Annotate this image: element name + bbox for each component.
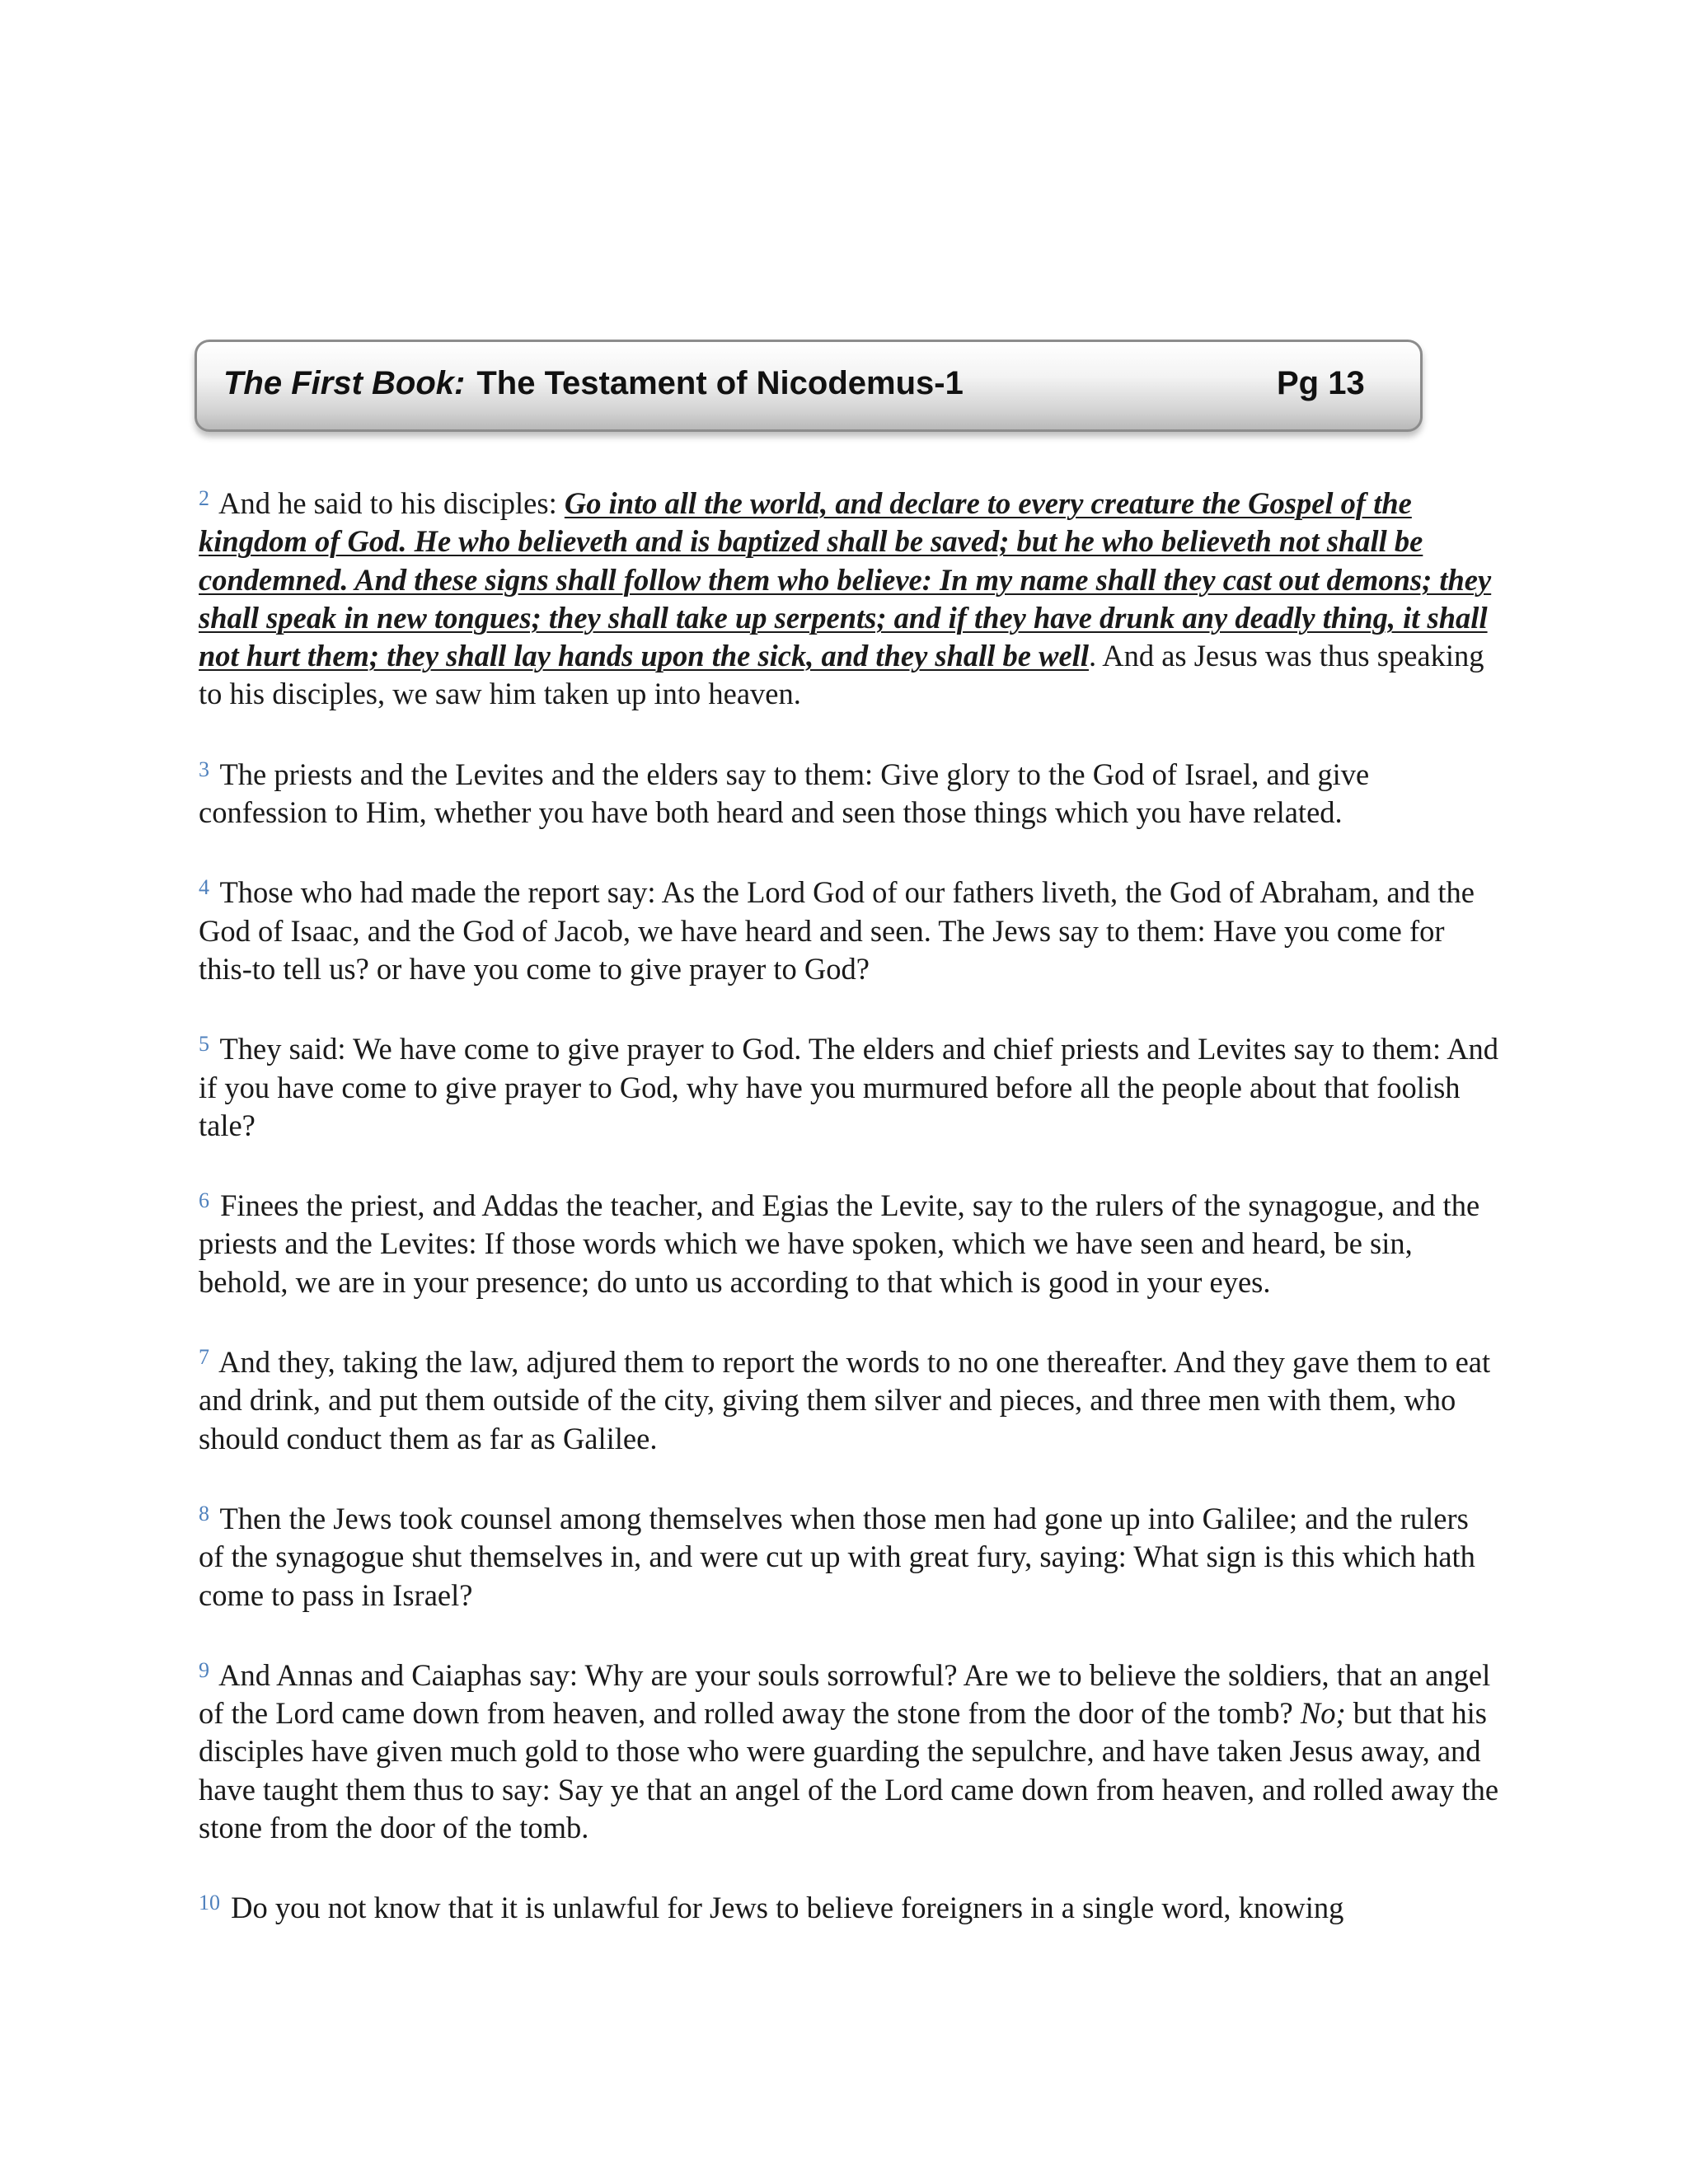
verse-number: 8 <box>199 1501 209 1526</box>
verse-4 <box>199 874 1501 988</box>
header-title <box>223 365 964 402</box>
verse-text-tail: but that his disciples have given much gold to those who were guarding the sepulchre, and have taken Jesus away, and have taught them thus to say: Say ye that an angel of the Lord came down from heaven, and rolled away the stone from the door of the tomb. <box>199 1696 1499 1845</box>
verse-text: And Annas and Caiaphas say: Why are your souls sorrowful? Are we to believe the soldiers, that an angel of the Lord came down from heaven, and rolled away the stone from the door of the tomb? <box>199 1657 1491 1731</box>
book-label: The First Book: <box>223 365 466 401</box>
verse-2 <box>199 485 1501 714</box>
verse-number: 9 <box>199 1657 209 1682</box>
verse-text: Finees the priest, and Addas the teacher, and Egias the Levite, say to the rulers of the synagogue, and the priests and the Levites: If those words which we have spoken, which we have seen and heard, be sin, behold, we are in your presence; do unto us according to that which is good in your eyes. <box>199 1188 1480 1299</box>
verse-10 <box>199 1889 1501 1927</box>
verse-number: 4 <box>199 875 209 900</box>
verse-text-tail: . And as Jesus was thus speaking to his disciples, we saw him taken up into heaven. <box>199 639 1484 711</box>
verse-number: 6 <box>199 1188 209 1213</box>
verse-number: 10 <box>199 1891 220 1915</box>
verse-text: They said: We have come to give prayer to God. The elders and chief priests and Levites say to them: And if you have come to give prayer to God, why have you murmured before all the people about that foolish tale? <box>199 1032 1499 1142</box>
page-header <box>195 340 1423 432</box>
verse-7 <box>199 1343 1501 1458</box>
verse-text: And he said to his disciples: <box>218 486 565 520</box>
verse-emphasis: Go into all the world, and declare to every creature the Gospel of the kingdom of God. He who believeth and is baptized shall be saved; but he who believeth not shall be condemned. And these signs shall follow them who believe: In my name shall they cast out demons; they shall speak in new tongues; they shall take up serpents; and if they have drunk any deadly thing, it shall not hurt them; they shall lay hands upon the sick, and they shall be well <box>199 486 1492 673</box>
verse-5 <box>199 1030 1501 1145</box>
testament-title: The Testament of Nicodemus-1 <box>476 365 964 401</box>
verse-text: And they, taking the law, adjured them to report the words to no one thereafter. And they gave them to eat and drink, and put them outside of the city, giving them silver and pieces, and three men with them, who should conduct them as far as Galilee. <box>199 1345 1491 1455</box>
verse-text: Those who had made the report say: As the Lord God of our fathers liveth, the God of Abraham, and the God of Isaac, and the God of Jacob, we have heard and seen. The Jews say to them: Have you come for this-to tell us? or have you come to give prayer to God? <box>199 875 1475 986</box>
verse-9 <box>199 1657 1501 1847</box>
verse-body <box>199 485 1501 1970</box>
verse-number: 5 <box>199 1032 209 1057</box>
verse-number: 3 <box>199 757 209 781</box>
page-number: Pg 13 <box>1277 365 1365 401</box>
verse-text: Do you not know that it is unlawful for Jews to believe foreigners in a single word, knowing <box>231 1891 1344 1925</box>
verse-text: The priests and the Levites and the elders say to them: Give glory to the God of Israel, and give confession to Him, whether you have both heard and seen those things which you have related. <box>199 757 1370 830</box>
verse-6 <box>199 1187 1501 1301</box>
verse-text: Then the Jews took counsel among themselves when those men had gone up into Galilee; and the rulers of the synagogue shut themselves in, and were cut up with great fury, saying: What sign is this which hath come to pass in Israel? <box>199 1501 1475 1612</box>
verse-3 <box>199 756 1501 832</box>
verse-8 <box>199 1500 1501 1615</box>
verse-italic: No; <box>1300 1696 1346 1731</box>
verse-number: 2 <box>199 486 209 510</box>
verse-number: 7 <box>199 1345 209 1370</box>
